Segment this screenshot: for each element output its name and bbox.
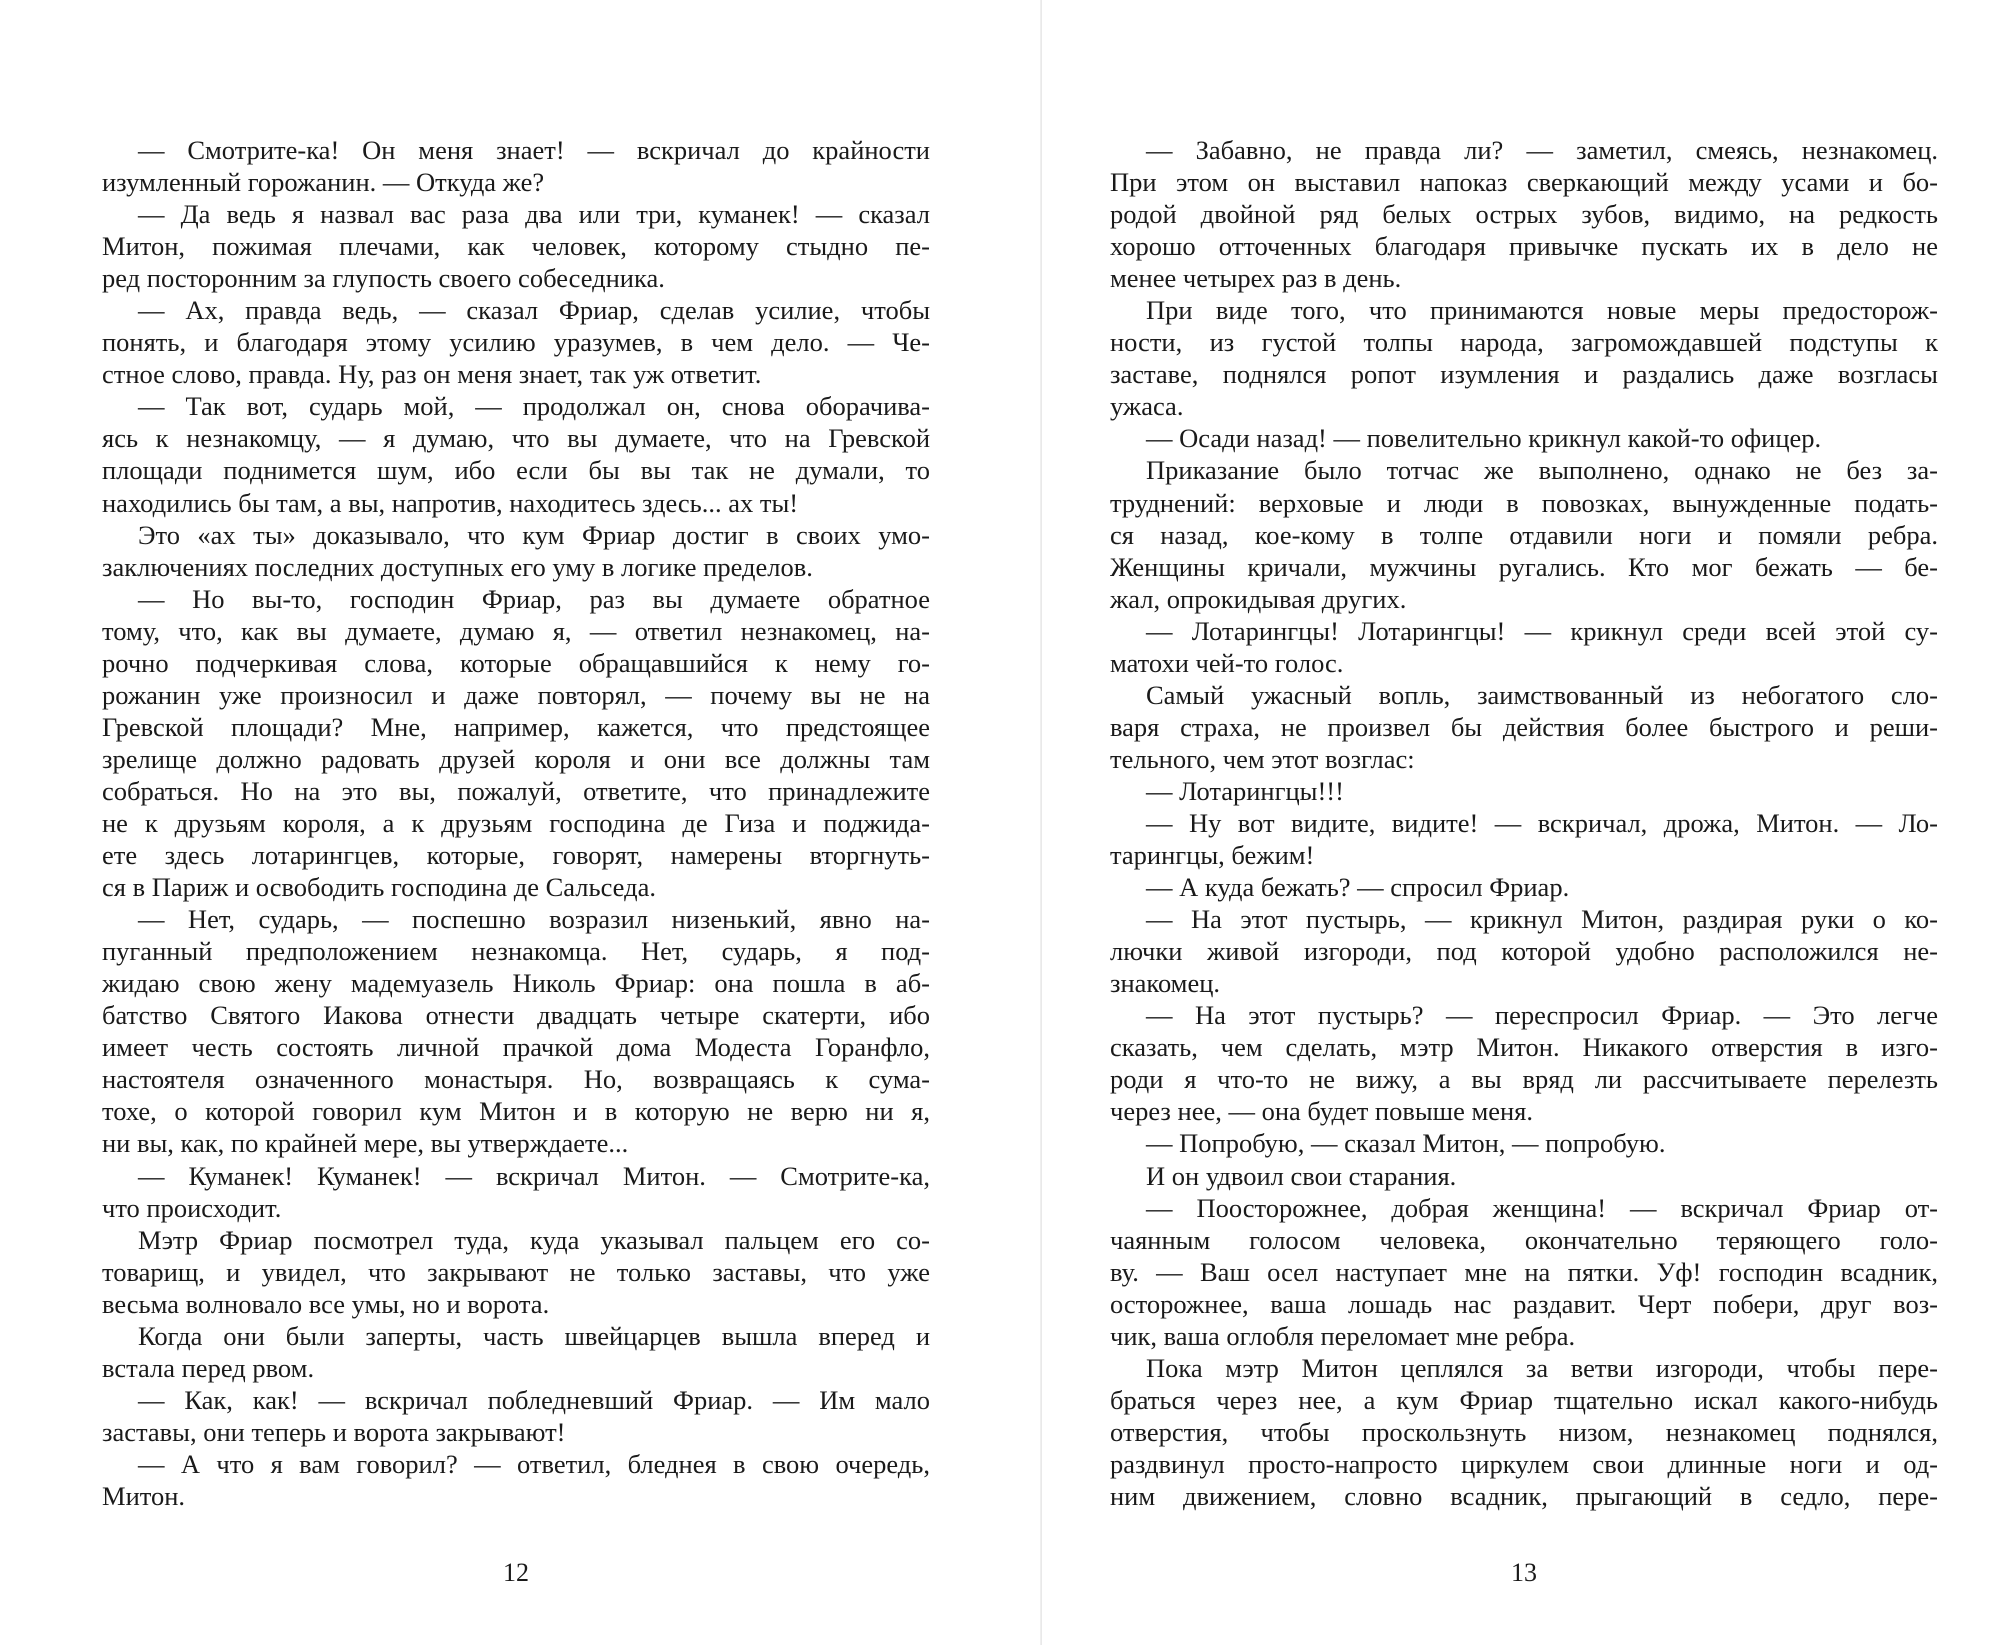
text-line: тохе, о которой говорил кум Митон и в которую не верю ни я, xyxy=(102,1096,930,1127)
text-line: ред посторонним за глупость своего собеседника. xyxy=(102,263,665,294)
text-line: находились бы там, а вы, напротив, находитесь здесь... ах ты! xyxy=(102,487,799,518)
text-line: товарищ, и увидел, что закрывают не только заставы, что уже xyxy=(102,1256,930,1287)
text-line: встала перед рвом. xyxy=(102,1352,315,1383)
text-line: хорошо отточенных благодаря привычке пускать их в дело не xyxy=(1110,231,1938,262)
text-line: пуганный предположением незнакомца. Нет, сударь, я под- xyxy=(102,936,930,967)
text-line: знакомец. xyxy=(1110,968,1221,999)
text-line: собраться. Но на это вы, пожалуй, ответите, что принадлежите xyxy=(102,775,930,806)
text-line: — Ах, правда ведь, — сказал Фриар, сделав усилие, чтобы xyxy=(138,295,930,326)
text-line: заставы, они теперь и ворота закрывают! xyxy=(102,1416,566,1447)
text-line: Митон. xyxy=(102,1480,186,1511)
book-gutter xyxy=(1040,0,1042,1645)
text-line: варя страха, не произвел бы действия более быстрого и реши- xyxy=(1110,711,1938,742)
text-line: тому, что, как вы думаете, думаю я, — ответил незнакомец, на- xyxy=(102,615,930,646)
text-line: ву. — Ваш осел наступает мне на пятки. Уф! господин всадник, xyxy=(1110,1256,1938,1287)
text-line: — Забавно, не правда ли? — заметил, смеясь, незнакомец. xyxy=(1146,135,1938,165)
text-line: сказать, чем сделать, мэтр Митон. Никакого отверстия в изго- xyxy=(1110,1032,1938,1063)
text-line: роди я что-то не вижу, а вы вряд ли рассчитываете перелезть xyxy=(1110,1064,1938,1095)
text-line: ни вы, как, по крайней мере, вы утверждаете... xyxy=(102,1128,629,1159)
text-line: — Осади назад! — повелительно крикнул какой-то офицер. xyxy=(1146,423,1822,454)
text-line: осторожнее, ваша лошадь нас раздавит. Черт побери, друг воз- xyxy=(1110,1288,1938,1319)
text-line: Это «ах ты» доказывало, что кум Фриар достиг в своих умо- xyxy=(138,519,930,550)
text-line: — Смотрите-ка! Он меня знает! — вскричал до крайности xyxy=(138,135,930,165)
text-line: настоятеля означенного монастыря. Но, возвращаясь к сума- xyxy=(102,1064,930,1095)
text-line: рожанин уже произносил и даже повторял, — почему вы не на xyxy=(102,679,930,710)
text-line: матохи чей-то голос. xyxy=(1110,647,1344,678)
text-line: Самый ужасный вопль, заимствованный из небогатого сло- xyxy=(1146,679,1938,710)
text-line: родой двойной ряд белых острых зубов, видимо, на редкость xyxy=(1110,199,1938,230)
text-line: — А куда бежать? — спросил Фриар. xyxy=(1146,872,1570,903)
text-line: весьма волновало все умы, но и ворота. xyxy=(102,1288,550,1319)
text-line: При виде того, что принимаются новые меры предосторож- xyxy=(1146,295,1938,326)
text-line: Мэтр Фриар посмотрел туда, куда указывал пальцем его со- xyxy=(138,1224,930,1255)
text-line: чаянным голосом человека, окончательно теряющего голо- xyxy=(1110,1224,1938,1255)
text-line: ся в Париж и освободить господина де Сальседа. xyxy=(102,872,656,903)
text-line: жал, опрокидывая других. xyxy=(1110,583,1407,614)
text-line: — Как, как! — вскричал побледневший Фриар. — Им мало xyxy=(138,1384,930,1415)
text-line: Женщины кричали, мужчины ругались. Кто мог бежать — бе- xyxy=(1110,551,1938,582)
text-line: И он удвоил свои старания. xyxy=(1146,1160,1457,1191)
text-line: заключениях последних доступных его уму в логике пределов. xyxy=(102,551,813,582)
text-line: изумленный горожанин. — Откуда же? xyxy=(102,167,545,198)
text-line: не к друзьям короля, а к друзьям господина де Гиза и поджида- xyxy=(102,807,930,838)
text-line: батство Святого Иакова отнести двадцать четыре скатерти, ибо xyxy=(102,1000,930,1031)
text-line: — Лотарингцы! Лотарингцы! — крикнул среди всей этой су- xyxy=(1146,615,1938,646)
text-line: ности, из густой толпы народа, загромождавшей подступы к xyxy=(1110,327,1938,358)
text-line: — Нет, сударь, — поспешно возразил низенький, явно на- xyxy=(138,904,930,935)
right-page-text xyxy=(1110,134,1938,1512)
text-line: отверстия, чтобы проскользнуть низом, незнакомец поднялся, xyxy=(1110,1416,1938,1447)
text-line: стное слово, правда. Ну, раз он меня знает, так уж ответит. xyxy=(102,359,762,390)
text-line: — На этот пустырь, — крикнул Митон, раздирая руки о ко- xyxy=(1146,904,1938,935)
text-line: — Попробую, — сказал Митон, — попробую. xyxy=(1146,1128,1666,1159)
text-line: зрелище должно радовать друзей короля и они все должны там xyxy=(102,743,930,774)
text-line: — Так вот, сударь мой, — продолжал он, снова оборачива- xyxy=(138,391,930,422)
text-line: раздвинул просто-напросто циркулем свои длинные ноги и од- xyxy=(1110,1448,1938,1479)
text-line: тельного, чем этот возглас: xyxy=(1110,743,1415,774)
text-line: через нее, — она будет повыше меня. xyxy=(1110,1096,1533,1127)
text-line: Приказание было тотчас же выполнено, однако не без за- xyxy=(1146,455,1938,486)
text-line: заставе, поднялся ропот изумления и раздались даже возгласы xyxy=(1110,359,1938,390)
text-line: браться через нее, а кум Фриар тщательно искал какого-нибудь xyxy=(1110,1384,1938,1415)
text-line: что происходит. xyxy=(102,1192,282,1223)
text-line: площади поднимется шум, ибо если бы вы так не думали, то xyxy=(102,455,930,486)
page-number-left: 12 xyxy=(503,1558,529,1587)
text-line: ним движением, словно всадник, прыгающий в седло, пере- xyxy=(1110,1480,1938,1511)
text-line: имеет честь состоять личной прачкой дома Модеста Горанфло, xyxy=(102,1032,930,1063)
text-line: жидаю свою жену мадемуазель Николь Фриар: она пошла в аб- xyxy=(102,968,930,999)
right-page xyxy=(1110,0,1938,1645)
text-line: — А что я вам говорил? — ответил, бледнея в свою очередь, xyxy=(138,1448,930,1479)
left-page xyxy=(102,0,930,1645)
text-line: рочно подчеркивая слова, которые обращавшийся к нему го- xyxy=(102,647,930,678)
text-line: ясь к незнакомцу, — я думаю, что вы думаете, что на Гревской xyxy=(102,423,930,454)
text-line: — На этот пустырь? — переспросил Фриар. — Это легче xyxy=(1146,1000,1938,1031)
text-line: — Лотарингцы!!! xyxy=(1146,775,1344,806)
text-line: труднений: верховые и люди в повозках, вынужденные подать- xyxy=(1110,487,1938,518)
text-line: ужаса. xyxy=(1110,391,1184,422)
text-line: Гревской площади? Мне, например, кажется, что предстоящее xyxy=(102,711,930,742)
text-line: Когда они были заперты, часть швейцарцев вышла вперед и xyxy=(138,1320,930,1351)
text-line: — Ну вот видите, видите! — вскричал, дрожа, Митон. — Ло- xyxy=(1146,807,1938,838)
text-line: — Куманек! Куманек! — вскричал Митон. — Смотрите-ка, xyxy=(138,1160,930,1191)
text-line: ете здесь лотарингцев, которые, говорят, намерены вторгнуть- xyxy=(102,840,930,871)
text-line: тарингцы, бежим! xyxy=(1110,840,1315,871)
text-line: Митон, пожимая плечами, как человек, которому стыдно пе- xyxy=(102,231,930,262)
left-page-text xyxy=(102,134,930,1512)
text-line: чик, ваша оглобля переломает мне ребра. xyxy=(1110,1320,1576,1351)
text-line: менее четырех раз в день. xyxy=(1110,263,1402,294)
text-line: Пока мэтр Митон цеплялся за ветви изгороди, чтобы пере- xyxy=(1146,1352,1938,1383)
text-line: — Да ведь я назвал вас раза два или три, куманек! — сказал xyxy=(138,199,930,230)
page-number-right: 13 xyxy=(1511,1558,1537,1587)
text-line: лючки живой изгороди, под которой удобно расположился не- xyxy=(1110,936,1938,967)
text-line: понять, и благодаря этому усилию уразумев, в чем дело. — Че- xyxy=(102,327,930,358)
text-line: ся назад, кое-кому в толпе отдавили ноги и помяли ребра. xyxy=(1110,519,1938,550)
text-line: — Поосторожнее, добрая женщина! — вскричал Фриар от- xyxy=(1146,1192,1938,1223)
text-line: При этом он выставил напоказ сверкающий между усами и бо- xyxy=(1110,167,1938,198)
text-line: — Но вы-то, господин Фриар, раз вы думаете обратное xyxy=(138,583,930,614)
